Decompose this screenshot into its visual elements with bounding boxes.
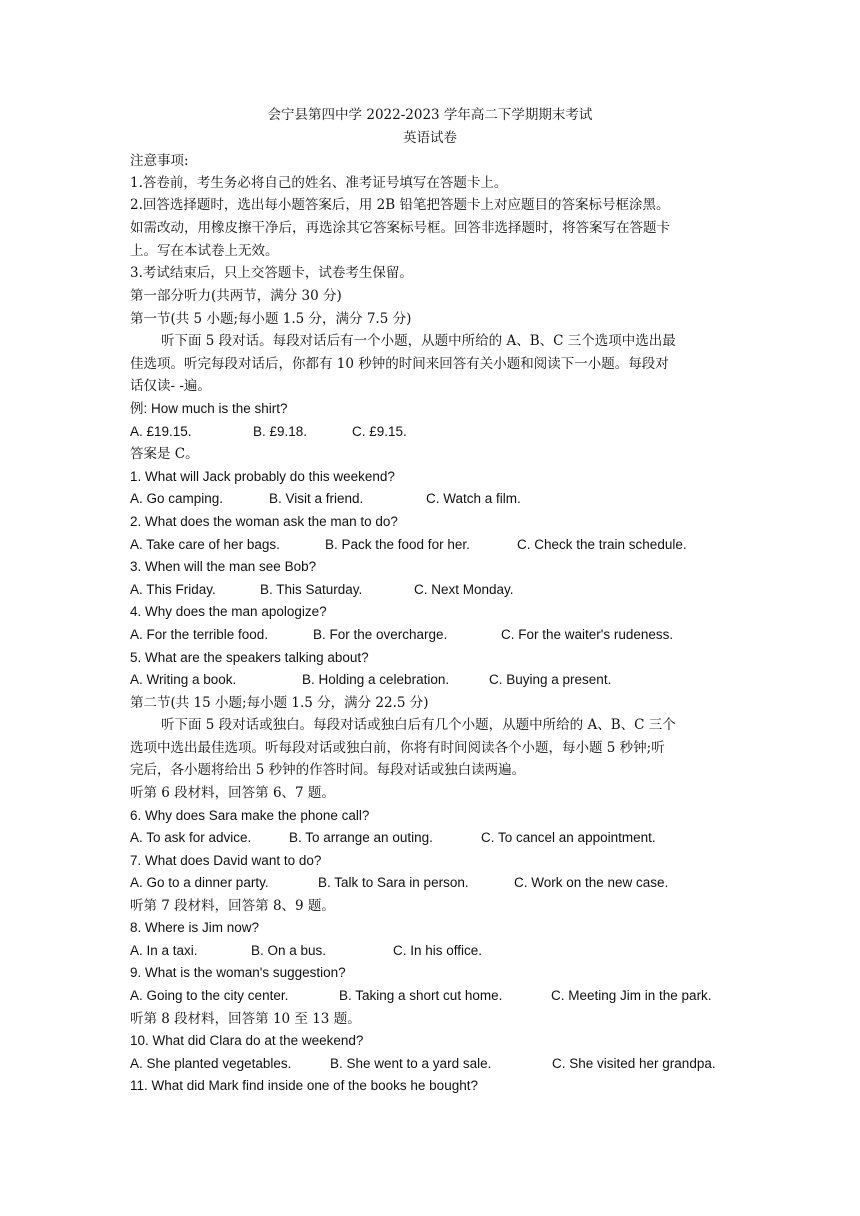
section1-instruction: 佳选项。听完每段对话后，你都有 10 秒钟的时间来回答有关小题和阅读下一小题。每段对 <box>130 356 669 372</box>
q7-option-c: C. Work on the new case. <box>514 875 669 890</box>
exam-subtitle: 英语试卷 <box>403 130 457 146</box>
q6-option-b: B. To arrange an outing. <box>289 830 433 845</box>
q2-option-b: B. Pack the food for her. <box>325 537 470 552</box>
question-10: 10. What did Clara do at the weekend? <box>130 1033 364 1048</box>
example-question: 例: How much is the shirt? <box>130 401 288 416</box>
q1-option-a: A. Go camping. <box>130 491 224 506</box>
q2-option-a: A. Take care of her bags. <box>130 537 280 552</box>
notice-line: 3.考试结束后，只上交答题卡，试卷考生保留。 <box>130 265 413 281</box>
question-1: 1. What will Jack probably do this weekend? <box>130 469 395 484</box>
section2-instruction: 完后，各小题将给出 5 秒钟的作答时间。每段对话或独白读两遍。 <box>130 762 526 778</box>
q7-option-b: B. Talk to Sara in person. <box>318 875 469 890</box>
q3-option-c: C. Next Monday. <box>414 582 514 597</box>
section1-instruction: 听下面 5 段对话。每段对话后有一个小题，从题中所给的 A、B、C 三个选项中选出最 <box>161 333 676 349</box>
q5-option-a: A. Writing a book. <box>130 672 237 687</box>
question-9: 9. What is the woman's suggestion? <box>130 965 346 980</box>
question-7: 7. What does David want to do? <box>130 853 322 868</box>
q3-option-a: A. This Friday. <box>130 582 216 597</box>
notice-line: 如需改动，用橡皮擦干净后，再选涂其它答案标号框。回答非选择题时，将答案写在答题卡 <box>130 220 670 236</box>
q9-option-a: A. Going to the city center. <box>130 988 289 1003</box>
q1-option-b: B. Visit a friend. <box>269 491 364 506</box>
question-11: 11. What did Mark find inside one of the books he bought? <box>130 1078 478 1093</box>
section1-heading: 第一节(共 5 小题;每小题 1.5 分，满分 7.5 分) <box>130 311 412 327</box>
q10-option-c: C. She visited her grandpa. <box>552 1056 716 1071</box>
section2-instruction: 选项中选出最佳选项。听每段对话或独白前，你将有时间阅读各个小题，每小题 5 秒钟;听 <box>130 740 665 756</box>
material-heading: 听第 7 段材料，回答第 8、9 题。 <box>130 898 335 914</box>
example-option-c: C. £9.15. <box>352 424 407 439</box>
q9-option-b: B. Taking a short cut home. <box>339 988 503 1003</box>
section2-instruction: 听下面 5 段对话或独白。每段对话或独白后有几个小题，从题中所给的 A、B、C 三个 <box>161 717 676 733</box>
question-5: 5. What are the speakers talking about? <box>130 650 369 665</box>
notice-line: 2.回答选择题时，选出每小题答案后，用 2B 铅笔把答题卡上对应题目的答案标号框涂黑。 <box>130 197 670 213</box>
q7-option-a: A. Go to a dinner party. <box>130 875 269 890</box>
q6-option-a: A. To ask for advice. <box>130 830 252 845</box>
example-option-b: B. £9.18. <box>253 424 308 439</box>
material-heading: 听第 6 段材料，回答第 6、7 题。 <box>130 785 335 801</box>
section1-instruction: 话仅读- -遍。 <box>130 378 211 394</box>
q5-option-b: B. Holding a celebration. <box>302 672 450 687</box>
q10-option-b: B. She went to a yard sale. <box>330 1056 492 1071</box>
q2-option-c: C. Check the train schedule. <box>517 537 687 552</box>
notice-line: 1.答卷前，考生务必将自己的姓名、准考证号填写在答题卡上。 <box>130 175 508 191</box>
question-8: 8. Where is Jim now? <box>130 920 260 935</box>
question-3: 3. When will the man see Bob? <box>130 559 317 574</box>
notice-line: 上。写在本试卷上无效。 <box>130 243 279 259</box>
q4-option-c: C. For the waiter's rudeness. <box>501 627 674 642</box>
section2-heading: 第二节(共 15 小题;每小题 1.5 分，满分 22.5 分) <box>130 695 429 711</box>
question-2: 2. What does the woman ask the man to do? <box>130 514 398 529</box>
q8-option-a: A. In a taxi. <box>130 943 198 958</box>
q1-option-c: C. Watch a film. <box>426 491 521 506</box>
example-option-a: A. £19.15. <box>130 424 192 439</box>
question-4: 4. Why does the man apologize? <box>130 604 327 619</box>
exam-title: 会宁县第四中学 2022-2023 学年高二下学期期末考试 <box>267 107 593 123</box>
notice-heading: 注意事项: <box>130 153 189 169</box>
q10-option-a: A. She planted vegetables. <box>130 1056 292 1071</box>
q5-option-c: C. Buying a present. <box>489 672 612 687</box>
q9-option-c: C. Meeting Jim in the park. <box>551 988 712 1003</box>
q8-option-b: B. On a bus. <box>251 943 327 958</box>
question-6: 6. Why does Sara make the phone call? <box>130 808 370 823</box>
q6-option-c: C. To cancel an appointment. <box>481 830 656 845</box>
q4-option-b: B. For the overcharge. <box>313 627 448 642</box>
q8-option-c: C. In his office. <box>393 943 483 958</box>
example-answer: 答案是 C。 <box>130 446 199 462</box>
q3-option-b: B. This Saturday. <box>260 582 363 597</box>
part1-heading: 第一部分听力(共两节，满分 30 分) <box>130 288 342 304</box>
q4-option-a: A. For the terrible food. <box>130 627 269 642</box>
material-heading: 听第 8 段材料，回答第 10 至 13 题。 <box>130 1011 361 1027</box>
